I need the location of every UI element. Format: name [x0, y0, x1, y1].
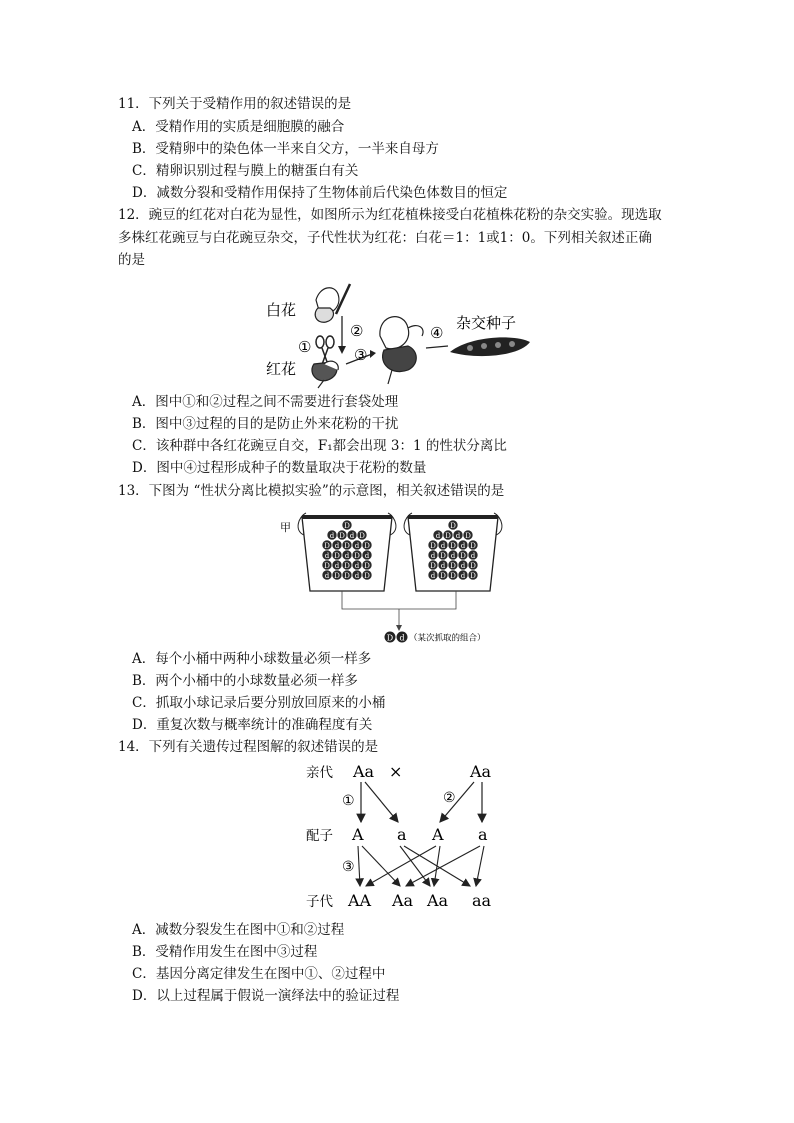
- q13-option-c: C．抓取小球记录后要分别放回原来的小桶: [132, 695, 386, 711]
- white-flower-icon: [315, 284, 350, 322]
- q11-option-c: C．精卵识别过程与膜上的糖蛋白有关: [132, 163, 359, 179]
- ball-label: d: [349, 532, 355, 540]
- drawn-ball-d: d: [399, 633, 405, 643]
- q14-option-c: C．基因分离定律发生在图中①、②过程中: [132, 966, 386, 982]
- q14-inheritance-diagram: [300, 760, 510, 918]
- ball-label: d: [329, 532, 335, 540]
- q12-option-c: C．该种群中各红花豌豆自交，F₁都会出现 3：1 的性状分离比: [132, 438, 507, 454]
- offspring-aa: aa: [472, 891, 492, 910]
- ball-label: D: [359, 532, 365, 540]
- q13-stem: 13．下图为 “性状分离比模拟实验”的示意图，相关叙述错误的是: [118, 483, 505, 499]
- ball-label: D: [334, 552, 340, 560]
- ball-label: D: [344, 562, 350, 570]
- ball-label: d: [460, 562, 466, 570]
- cross-symbol: ×: [389, 762, 403, 781]
- ball-label: D: [440, 572, 446, 580]
- ball-label: D: [450, 522, 456, 530]
- ball-label: D: [344, 542, 350, 550]
- ball-label: d: [324, 552, 330, 560]
- step-3-label: ③: [342, 859, 355, 875]
- q14-stem: 14．下列有关遗传过程图解的叙述错误的是: [118, 739, 379, 755]
- q12-option-a: A．图中①和②过程之间不需要进行套袋处理: [132, 394, 399, 410]
- hybrid-seed-label: 杂交种子: [456, 314, 517, 332]
- red-flower-icon: [312, 361, 338, 388]
- drawn-ball-D: D: [386, 633, 394, 643]
- step-1-label: ①: [298, 338, 312, 356]
- offspring-AA: AA: [348, 891, 372, 910]
- ball-label: D: [364, 542, 370, 550]
- ball-label: d: [440, 562, 446, 570]
- gamete-a-1: a: [397, 825, 407, 844]
- ball-label: D: [430, 542, 436, 550]
- ball-label: D: [460, 552, 466, 560]
- combination-caption: （某次抓取的组合）: [409, 633, 486, 644]
- ball-label: d: [354, 542, 360, 550]
- ball-label: d: [440, 542, 446, 550]
- ball-label: D: [354, 552, 360, 560]
- bucket-a-label: 甲: [280, 521, 291, 534]
- q13-option-b: B．两个小桶中的小球数量必须一样多: [132, 673, 358, 689]
- ball-label: D: [339, 532, 345, 540]
- ball-label: d: [354, 572, 360, 580]
- ball-label: d: [334, 562, 340, 570]
- step-2-label: ②: [350, 322, 364, 340]
- step-2-label: ②: [443, 790, 456, 806]
- q13-option-a: A．每个小桶中两种小球数量必须一样多: [132, 651, 372, 667]
- gamete-A-1: A: [352, 825, 364, 844]
- ball-label: D: [334, 572, 340, 580]
- ball-label: D: [430, 562, 436, 570]
- ball-label: D: [324, 562, 330, 570]
- red-flower-label: 红花: [266, 360, 297, 378]
- ball-label: D: [344, 522, 350, 530]
- step-1-label: ①: [342, 793, 355, 809]
- ball-label: d: [455, 532, 461, 540]
- ball-label: D: [324, 542, 330, 550]
- ball-label: D: [450, 562, 456, 570]
- q12-option-b: B．图中③过程的目的是防止外来花粉的干扰: [132, 416, 399, 432]
- gamete-a-2: a: [478, 825, 488, 844]
- q14-option-d: D．以上过程属于假说一演绎法中的验证过程: [132, 988, 400, 1004]
- ball-label: d: [364, 552, 370, 560]
- ball-label: d: [344, 552, 350, 560]
- parent-1: Aa: [353, 762, 375, 781]
- ball-label: d: [450, 552, 456, 560]
- pollinated-flower-icon: [380, 317, 423, 384]
- step-4-label: ④: [430, 324, 444, 342]
- drawn-combination: [385, 632, 408, 643]
- ball-label: d: [470, 552, 476, 560]
- ball-label: d: [430, 552, 436, 560]
- ball-label: D: [470, 572, 476, 580]
- ball-label: D: [465, 532, 471, 540]
- q11-option-d: D．减数分裂和受精作用保持了生物体前后代染色体数目的恒定: [132, 185, 508, 201]
- ball-label: d: [435, 532, 441, 540]
- pea-pod-icon: [450, 337, 530, 356]
- gametes-label: 配子: [306, 828, 333, 844]
- ball-label: d: [324, 572, 330, 580]
- ball-label: d: [354, 562, 360, 570]
- q12-option-d: D．图中④过程形成种子的数量取决于花粉的数量: [132, 460, 427, 476]
- ball-label: D: [470, 542, 476, 550]
- q14-option-b: B．受精作用发生在图中③过程: [132, 944, 318, 960]
- ball-label: D: [344, 572, 350, 580]
- ball-label: d: [460, 542, 466, 550]
- ball-label: D: [445, 532, 451, 540]
- ball-label: D: [364, 572, 370, 580]
- q12-stem-line1: 12．豌豆的红花对白花为显性，如图所示为红花植株接受白花植株花粉的杂交实验。现选取: [118, 207, 662, 223]
- q11-option-a: A．受精作用的实质是细胞膜的融合: [132, 119, 345, 135]
- offspring-Aa-2: Aa: [427, 891, 449, 910]
- q12-pollination-figure: [258, 280, 538, 390]
- ball-label: d: [460, 572, 466, 580]
- white-flower-label: 白花: [266, 301, 297, 319]
- offspring-Aa-1: Aa: [392, 891, 414, 910]
- ball-label: D: [440, 552, 446, 560]
- ball-label: D: [450, 572, 456, 580]
- q11-stem: 11．下列关于受精作用的叙述错误的是: [118, 96, 352, 112]
- parents-label: 亲代: [306, 765, 333, 781]
- q12-stem-line3: 的是: [118, 252, 145, 268]
- q14-option-a: A．减数分裂发生在图中①和②过程: [132, 922, 345, 938]
- gamete-A-2: A: [432, 825, 444, 844]
- q11-option-b: B．受精卵中的染色体一半来自父方，一半来自母方: [132, 141, 439, 157]
- ball-label: d: [430, 572, 436, 580]
- offspring-label: 子代: [306, 894, 333, 910]
- ball-label: D: [450, 542, 456, 550]
- parent-2: Aa: [470, 762, 492, 781]
- ball-label: d: [334, 542, 340, 550]
- step-3-label: ③: [354, 346, 368, 364]
- q13-bucket-figure: [276, 505, 506, 647]
- ball-label: D: [470, 562, 476, 570]
- q12-stem-line2: 多株红花豌豆与白花豌豆杂交，子代性状为红花：白花＝1：1或1：0。下列相关叙述正确: [118, 230, 652, 246]
- ball-label: D: [364, 562, 370, 570]
- q13-option-d: D．重复次数与概率统计的准确程度有关: [132, 717, 373, 733]
